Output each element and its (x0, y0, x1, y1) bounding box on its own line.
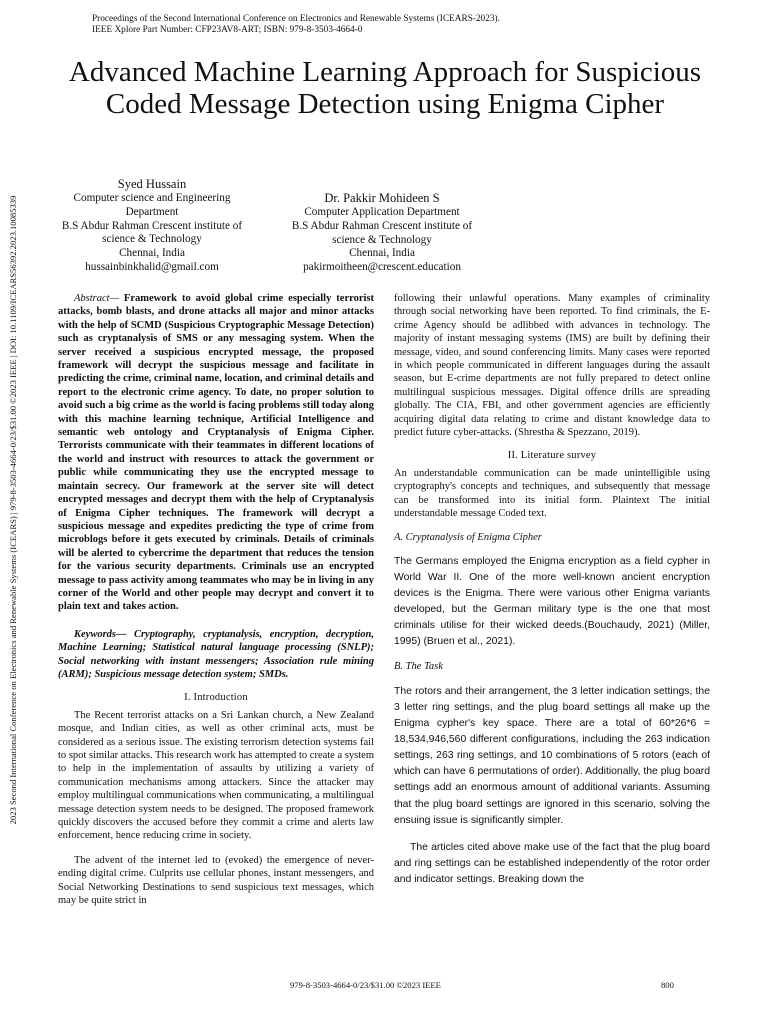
author-institute: B.S Abdur Rahman Crescent institute of science & Technology (61, 219, 243, 246)
abstract (58, 292, 374, 614)
author-block-1 (52, 176, 252, 275)
conference-line-1: Proceedings of the Second International Conference on Electronics and Renewable Systems (ICEARS-2023). (92, 14, 500, 24)
footer-copyright: 979-8-3503-4664-0/23/$31.00 ©2023 IEEE (290, 980, 441, 990)
right-column (394, 292, 710, 888)
subsection-b-paragraph: The rotors and their arrangement, the 3 letter indication settings, the 3 letter ring settings, and the plug board settings all make up the Enigma cypher's key space. There are a total of 60*26*6 = 18,534,946,560 different configurations, including the 263 indication settings, 263 ring settings, and 10 combinations of 5 rotors (each of which can have 6 permutations of order). Additionally, the plug board settings add an enormous amount of additional variants. Assuming that the plug board settings are ignored in this scenario, solving the ensuing issue is significantly simpler. (394, 685, 710, 826)
author-block-2 (282, 190, 482, 275)
paper-title: Advanced Machine Learning Approach for Suspicious Coded Message Detection using Enigma Cipher (68, 56, 702, 120)
conference-header (92, 14, 500, 36)
keywords (58, 628, 374, 682)
author-city: Chennai, India (349, 247, 415, 260)
author-email: hussainbinkhalid@gmail.com (85, 260, 219, 273)
doi-sidebar-text: 2023 Second International Conference on Electronics and Renewable Systems (ICEARS) | 979-8-3503-4664-0/23/$31.00 ©2023 IEEE | DOI: 10.1109/ICEARS56392.2023.10085339 (8, 195, 18, 825)
intro-continuation: following their unlawful operations. Many examples of criminality through social networking have been reported. To find criminals, the E-crime Agency should be adlibbed with advances in technology. The majority of instant messaging systems (IMS) are built by defining their message, video, and sound conferencing limits. Many cases were reported in which people communicated in different languages during the assault season, but E-crime departments are not fully prepared to detect online multilingual suspicious messages. Digital offence drills are spreading globally. The CIA, FBI, and other government agencies are efficiently acquiring digital data relating to crime and distant knowledge data to predict future cyber-attacks. (Shrestha & Spezzano, 2019). (394, 293, 710, 439)
section-heading-introduction: I. Introduction (184, 692, 248, 704)
left-column (58, 292, 374, 907)
section-heading-literature-survey: II. Literature survey (507, 450, 597, 462)
author-institute: B.S Abdur Rahman Crescent institute of science & Technology (291, 219, 473, 246)
subsection-a-paragraph: The Germans employed the Enigma encryption as a field cypher in World War II. One of the more well-known ancient encryption devices is the Enigma. There were various other Enigma variants developed, but the German military type is the one that most criminals utilise for their wicked deeds.(Bouchaudy, 2021) (Miller, 1995) (Bruen et al., 2021). (394, 555, 710, 648)
literature-paragraph: An understandable communication can be made unintelligible using cryptography's concepts and techniques, and subsequently that message can be transformed into its initial form. Plaintext The initial understandable message Coded text. (394, 467, 710, 520)
subsection-b-paragraph-2: The articles cited above make use of the fact that the plug board and ring settings can be established independently of the rotor order and indicator settings. Breaking down the (394, 841, 710, 885)
subsection-heading-b: B. The Task (394, 661, 443, 673)
intro-paragraph-1: The Recent terrorist attacks on a Sri Lankan church, a New Zealand mosque, and Indian cities, as well as other criminal acts, must be considered as a serious issue. The existing terrorism detection systems fail to spot similar attacks. This research work has attempted to create a system to help in the implementation of assaults by utilizing a variety of communication mechanisms among attackers. Since the attacker may employ multilingual communications when communicating, a multilingual message detection system needs to be designed. The proposed framework quickly discovers the accused before they commit a crime and alerts law enforcement, hence reducing crime in society. (58, 709, 374, 842)
author-dept: Computer Application Department (304, 206, 460, 218)
intro-paragraph-2: The advent of the internet led to (evoked) the emergence of never-ending digital crime. Culprits use cellular phones, instant messengers, and Social Networking Destinations to send suspicious text messages, which may be quite strict in (58, 854, 374, 907)
abstract-text: Framework to avoid global crime especially terrorist attacks, bomb blasts, and drone attacks all major and minor attacks with the help of SCMD (Suspicious Cryptographic Message Detection) such as cryptanalysis of SMS or any messaging system. When the server received a suspicious encrypted message, the proposed framework will decrypt the suspicious message and facilitate in predicting the crime, criminal name, location, and criminal details and report to the electronic crime agency. To date, no proper solution to avoid such a big crime as the world is facing problems still today along with this machine learning technique, Artificial Intelligence and semantic web ontology and Cryptanalysis of Enigma Cipher. Terrorists communicate with their teammates in different locations of the world and instruct with resources to attack the government or public while communicating they use the encrypted message to maintain secrecy. Our framework at the server site will detect encrypted messages and decrypt them with the help of Cryptanalysis of Enigma Cipher techniques. The framework will decrypt a suspicious message and expedites predicting the type of crime from microblogs before it gets executed by criminals. Details of criminals will be alerted to cybercrime the department that reduces the tension for the various security departments. Criminals use an encrypted message to pass activity among teammates who may be in living in any corner of the World and other people may decrypt and convert it to plain text and takes action. (58, 293, 375, 613)
conference-line-2: IEEE Xplore Part Number: CFP23AV8-ART; ISBN: 979-8-3503-4664-0 (92, 25, 363, 35)
author-name: Dr. Pakkir Mohideen S (324, 191, 440, 205)
abstract-label: Abstract— (74, 293, 119, 304)
doi-sidebar (6, 160, 20, 860)
author-name: Syed Hussain (117, 177, 187, 191)
author-city: Chennai, India (119, 247, 185, 260)
keywords-label: Keywords— (74, 628, 127, 640)
subsection-heading-a: A. Cryptanalysis of Enigma Cipher (394, 531, 542, 543)
author-dept: Computer science and Engineering Department (73, 192, 231, 218)
keywords-text: Cryptography, cryptanalysis, encryption, decryption, Machine Learning; Statistical natural language processing (SNLP); Social networking with instant messengers; Association rule mining (ARM); Suspicious message detection system; SMDs. (58, 628, 374, 680)
page-number: 800 (661, 980, 674, 990)
author-email: pakirmoitheen@crescent.education (303, 261, 461, 274)
